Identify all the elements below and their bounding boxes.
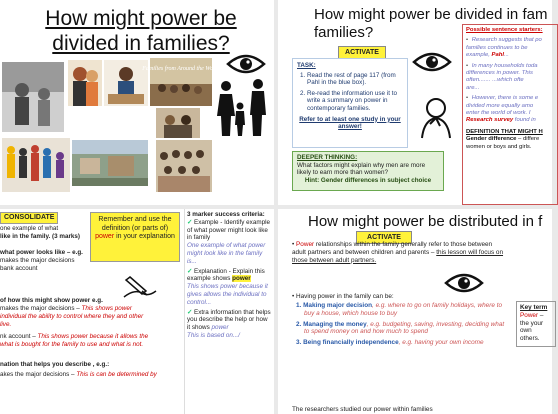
sentence-starters-box <box>462 24 558 205</box>
reminder-callout: Remember and use the definition (or parts of) power in your explanation <box>90 212 180 262</box>
starter-item-1: • Research suggests that po families continues to be example, Pahl... <box>466 37 554 59</box>
slide4-footer: The researchers studied our power within families <box>292 406 433 413</box>
slide-thumbnail-2[interactable] <box>278 0 552 205</box>
activate-badge: ACTIVATE <box>338 46 386 59</box>
key-term-heading: Key term <box>520 304 548 311</box>
task-heading: TASK: <box>297 62 316 69</box>
deeper-heading: DEEPER THINKING: <box>297 154 358 161</box>
writing-hand-icon <box>120 271 160 301</box>
slide-thumbnail-4[interactable] <box>278 209 552 414</box>
explain-line-4: nk account – This shows power because it allows the <box>0 333 149 340</box>
starter-item-2: • In many households toda differences in power. This often....... ...which ofte are... <box>466 63 554 93</box>
task-step-2: 2. Re-read the information use it to write a summary on power in contemporary families. <box>307 90 403 113</box>
activate-badge: ACTIVATE <box>356 231 412 244</box>
photo-caption: Families from Around the World <box>142 66 220 72</box>
criteria-2-example: This shows power because it gives allows the individual to control... <box>187 283 268 306</box>
large-family-photo <box>156 140 212 192</box>
family-silhouette-icon <box>216 78 268 138</box>
extra-heading: nation that helps you describe , e.g.: <box>0 361 110 368</box>
deeper-question: What factors might explain why men are more likely to earn more than women? <box>297 161 426 177</box>
slide-thumbnail-3[interactable] <box>0 209 274 414</box>
criteria-1-example: One example of what power might look like in the family is... <box>187 242 266 265</box>
power-item-1: 1. Making major decision, e.g. where to go on family holidays, where to buy a house, which house to buy <box>296 302 503 317</box>
thinking-person-icon <box>416 96 454 140</box>
question-line-2: like in the family. (3 marks) <box>0 233 81 240</box>
slide2-title: How might power be divided in fam families? <box>314 6 548 41</box>
eye-icon <box>412 50 452 74</box>
criteria-3-example: This is based on.../ <box>187 331 240 339</box>
eye-icon <box>226 52 266 76</box>
having-power-heading: • Having power in the family can be: <box>292 293 394 300</box>
criteria-2: ✓ Explanation - Explain this example shows power <box>187 267 265 283</box>
power-list <box>296 299 506 347</box>
task-footer: Refer to at least one study in your answer! <box>299 115 401 131</box>
starter-item-3: • However, there is some e divided more equally amo enter the world of work. I Research survey found in <box>466 95 554 125</box>
extra-line-1: akes the major decisions – This is can be determined by <box>0 371 157 378</box>
deeper-hint: Hint: Gender differences in subject choice <box>304 176 432 184</box>
definition-text: Gender difference – differe women or boys and girls. <box>466 136 540 150</box>
explain-line-3: live. <box>0 321 12 328</box>
explain-line-1: makes the major decisions – This shows power <box>0 305 132 312</box>
question-line-1: one example of what <box>0 225 59 232</box>
couple-photo <box>68 60 102 106</box>
consolidate-badge: CONSOLIDATE <box>0 212 58 224</box>
community-photo <box>72 140 148 186</box>
example-line-2: bank account <box>0 265 38 272</box>
eye-icon <box>444 271 484 295</box>
slide1-title: How might power be divided in families? <box>45 7 237 55</box>
key-term-box <box>516 301 556 347</box>
task-box <box>292 58 408 148</box>
criteria-3: ✓ Extra information that helps you describe the help or how it shows power <box>187 308 271 332</box>
gender-roles-photo <box>156 108 200 138</box>
deeper-thinking-box <box>292 151 444 191</box>
criteria-heading: 3 marker success criteria: <box>187 211 265 218</box>
example-heading: what power looks like – e.g. <box>0 249 83 256</box>
definition-heading: DEFINITION THAT MIGHT H <box>466 128 543 135</box>
key-term-text: Power – the your own others. <box>520 311 544 343</box>
explain-line-2: individual the ability to control where they and other <box>0 313 144 320</box>
families-around-world-photo <box>142 58 220 106</box>
extended-family-photo <box>2 138 70 192</box>
slide4-title: How might power be distributed in f <box>308 213 543 230</box>
power-item-3: 3. Being financially independence, e.g. having your own income <box>296 339 484 347</box>
household-chores-photo <box>2 62 64 132</box>
criteria-1: ✓ Example - Identify example of what power might look like in family <box>187 218 270 242</box>
example-line-1: makes the major decisions <box>0 257 75 264</box>
explain-heading: of how this might show power e.g. <box>0 297 103 304</box>
intro-text: • Power relationships within the family generally refer to those between adult partners and between children and parents – this lesson will focus on those between adult partners. <box>292 241 504 264</box>
power-item-2: 2. Managing the money, e.g. budgeting, saving, investing, deciding what to spend money on and how much to spend <box>296 320 505 336</box>
starters-heading: Possible sentence starters: <box>466 27 543 33</box>
task-step-1: 1. Read the rest of page 117 (from Pahl in the blue box). <box>307 72 403 87</box>
success-criteria-panel <box>184 209 274 414</box>
slide-thumbnail-1[interactable] <box>0 0 274 205</box>
explain-line-5: what is bought for the family to use and what is not. <box>0 341 144 348</box>
